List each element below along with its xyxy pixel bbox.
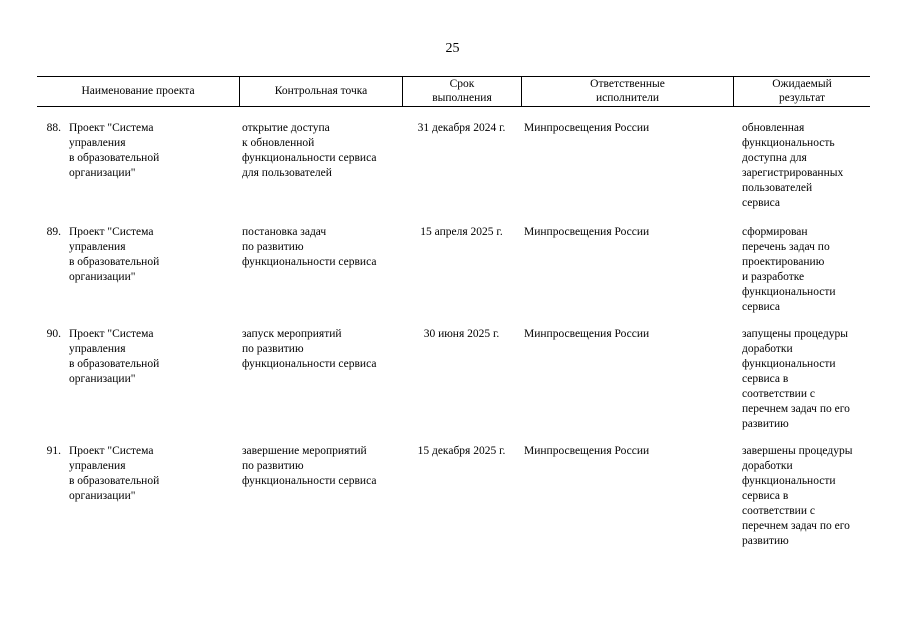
checkpoint: постановка задач по развитию функциональности сервиса bbox=[242, 226, 377, 268]
checkpoint: завершение мероприятий по развитию функциональности сервиса bbox=[242, 445, 377, 487]
responsible: Минпросвещения России bbox=[524, 445, 650, 457]
responsible: Минпросвещения России bbox=[524, 226, 650, 238]
header-bottom-rule bbox=[37, 106, 870, 107]
expected-result: запущены процедуры доработки функциональности сервиса в соответствии с перечнем задач по его развитию bbox=[742, 328, 850, 430]
expected-result: завершены процедуры доработки функциональности сервиса в соответствии с перечнем задач по его развитию bbox=[742, 445, 853, 547]
row-number: 89. bbox=[46, 226, 61, 238]
responsible: Минпросвещения России bbox=[524, 122, 650, 134]
header-project: Наименование проекта bbox=[81, 85, 195, 97]
deadline: 30 июня 2025 г. bbox=[423, 328, 500, 340]
row-number: 88. bbox=[46, 122, 61, 134]
expected-result: обновленная функциональность доступна для зарегистрированных пользователей сервиса bbox=[742, 122, 844, 209]
project-name: Проект "Система управления в образовательной организации" bbox=[69, 122, 160, 179]
deadline: 31 декабря 2024 г. bbox=[417, 122, 506, 134]
row-number: 90. bbox=[46, 328, 61, 340]
expected-result: сформирован перечень задач по проектированию и разработке функциональности сервиса bbox=[742, 226, 836, 313]
row-number: 91. bbox=[46, 445, 61, 457]
checkpoint: запуск мероприятий по развитию функциональности сервиса bbox=[242, 328, 377, 370]
header-result: Ожидаемый результат bbox=[772, 78, 832, 104]
deadline: 15 апреля 2025 г. bbox=[420, 226, 503, 238]
page-number: 25 bbox=[445, 41, 460, 56]
project-name: Проект "Система управления в образовательной организации" bbox=[69, 226, 160, 283]
project-name: Проект "Система управления в образовательной организации" bbox=[69, 445, 160, 502]
checkpoint: открытие доступа к обновленной функциональности сервиса для пользователей bbox=[242, 122, 377, 179]
header-checkpoint: Контрольная точка bbox=[274, 85, 368, 97]
deadline: 15 декабря 2025 г. bbox=[417, 445, 506, 457]
responsible: Минпросвещения России bbox=[524, 328, 650, 340]
header-deadline: Срок выполнения bbox=[432, 78, 492, 104]
project-name: Проект "Система управления в образовательной организации" bbox=[69, 328, 160, 385]
header-responsible: Ответственные исполнители bbox=[590, 78, 665, 104]
